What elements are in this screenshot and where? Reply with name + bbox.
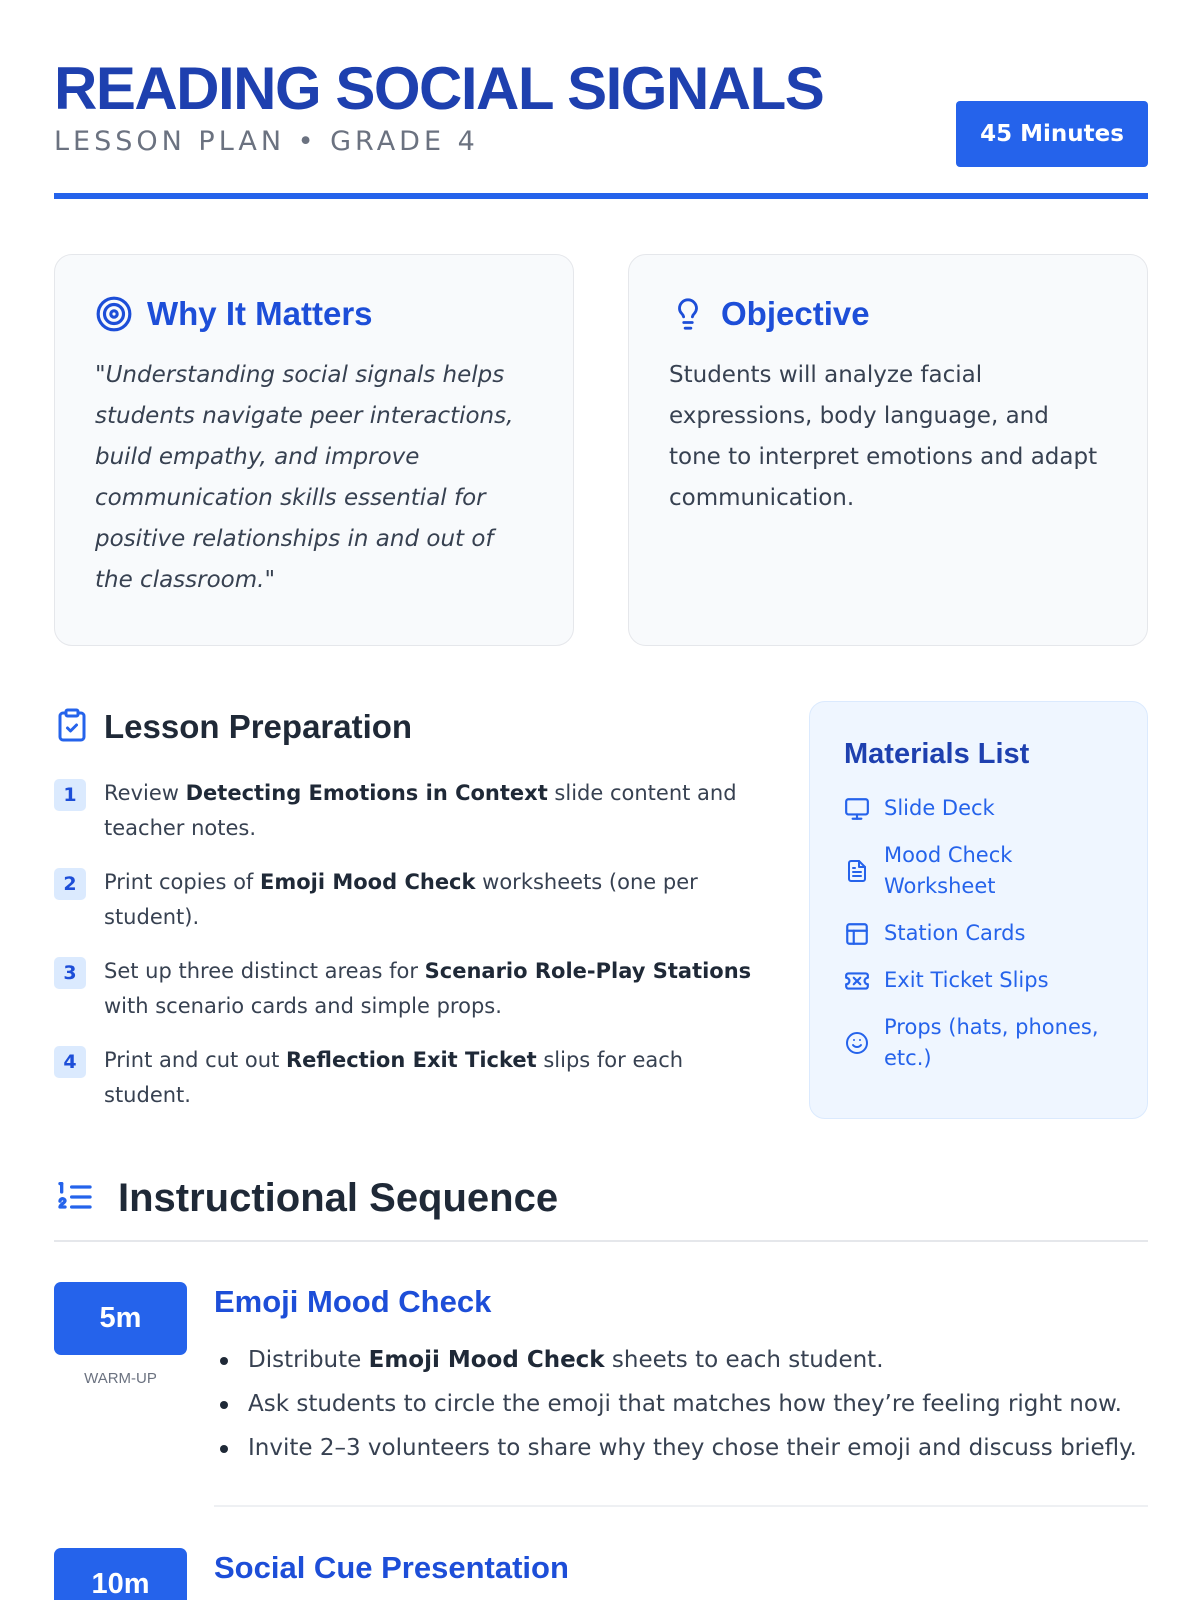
material-props	[844, 1012, 1117, 1074]
layout-icon	[844, 921, 870, 947]
lesson-preparation-title: Lesson Preparation	[104, 708, 413, 745]
sequence-divider	[54, 1240, 1148, 1242]
list-item	[54, 954, 769, 1024]
materials-list-title: Materials List	[844, 738, 1030, 770]
instructional-sequence-heading	[54, 1176, 558, 1221]
header-divider	[54, 193, 1148, 199]
material-label: Exit Ticket Slips	[884, 968, 1049, 992]
lesson-plan-page	[54, 0, 1148, 1600]
step-title: Emoji Mood Check	[214, 1284, 492, 1319]
materials-list-panel	[809, 701, 1148, 1119]
material-slide-deck	[844, 793, 1117, 824]
why-it-matters-quote: "Understanding social signals helps students navigate peer interactions, build empathy, and improve communication skills essential for positive relationships in and out of the classroom."	[95, 362, 514, 593]
step-divider	[214, 1505, 1148, 1507]
material-label: Props (hats, phones, etc.)	[884, 1015, 1099, 1070]
monitor-icon	[844, 796, 870, 822]
step-text: Print copies of Emoji Mood Check worksheets (one per student).	[104, 870, 698, 929]
target-icon	[95, 295, 133, 333]
list-item	[54, 776, 769, 846]
time-badge: 5m	[54, 1282, 187, 1355]
step-text: Print and cut out Reflection Exit Ticket slips for each student.	[104, 1048, 684, 1107]
instructional-sequence-title: Instructional Sequence	[118, 1176, 559, 1220]
material-exit-ticket-slips	[844, 965, 1117, 996]
document-icon	[844, 858, 870, 884]
step-number: 4	[54, 1046, 86, 1078]
list-item: Ask students to circle the emoji that matches how they’re feeling right now.	[214, 1382, 1148, 1426]
numbered-list-icon	[54, 1177, 96, 1221]
step-number: 1	[54, 779, 86, 811]
lightbulb-icon	[669, 295, 707, 333]
step-bullets	[214, 1338, 1148, 1470]
objective-title: Objective	[721, 295, 870, 332]
step-text: Set up three distinct areas for Scenario Role-Play Stations with scenario cards and simple props.	[104, 959, 752, 1018]
step-number: 2	[54, 868, 86, 900]
page-subtitle: LESSON PLAN • GRADE 4	[54, 126, 479, 157]
page-title: READING SOCIAL SIGNALS	[54, 55, 824, 122]
material-mood-check-worksheet	[844, 840, 1117, 902]
material-label: Slide Deck	[884, 796, 995, 820]
step-title: Social Cue Presentation	[214, 1550, 569, 1585]
list-item: Invite 2–3 volunteers to share why they chose their emoji and discuss briefly.	[214, 1426, 1148, 1470]
why-it-matters-card	[54, 254, 574, 646]
phase-label: WARM-UP	[84, 1370, 157, 1387]
step-number: 3	[54, 957, 86, 989]
objective-text: Students will analyze facial expressions, body language, and tone to interpret emotions and adapt communication.	[669, 362, 1098, 511]
smile-icon	[844, 1030, 870, 1056]
lesson-preparation-heading	[54, 705, 412, 749]
material-label: Station Cards	[884, 921, 1026, 945]
ticket-icon	[844, 968, 870, 994]
material-label: Mood Check Worksheet	[884, 843, 1013, 898]
material-station-cards	[844, 918, 1117, 949]
time-badge: 10m	[54, 1548, 187, 1600]
preparation-list	[54, 776, 769, 1132]
why-it-matters-title: Why It Matters	[147, 295, 373, 332]
list-item	[54, 1043, 769, 1113]
list-item: Distribute Emoji Mood Check sheets to each student.	[214, 1338, 1148, 1382]
clipboard-check-icon	[54, 705, 90, 749]
objective-card	[628, 254, 1148, 646]
duration-badge: 45 Minutes	[956, 101, 1148, 167]
list-item	[54, 865, 769, 935]
step-text: Review Detecting Emotions in Context slide content and teacher notes.	[104, 781, 737, 840]
